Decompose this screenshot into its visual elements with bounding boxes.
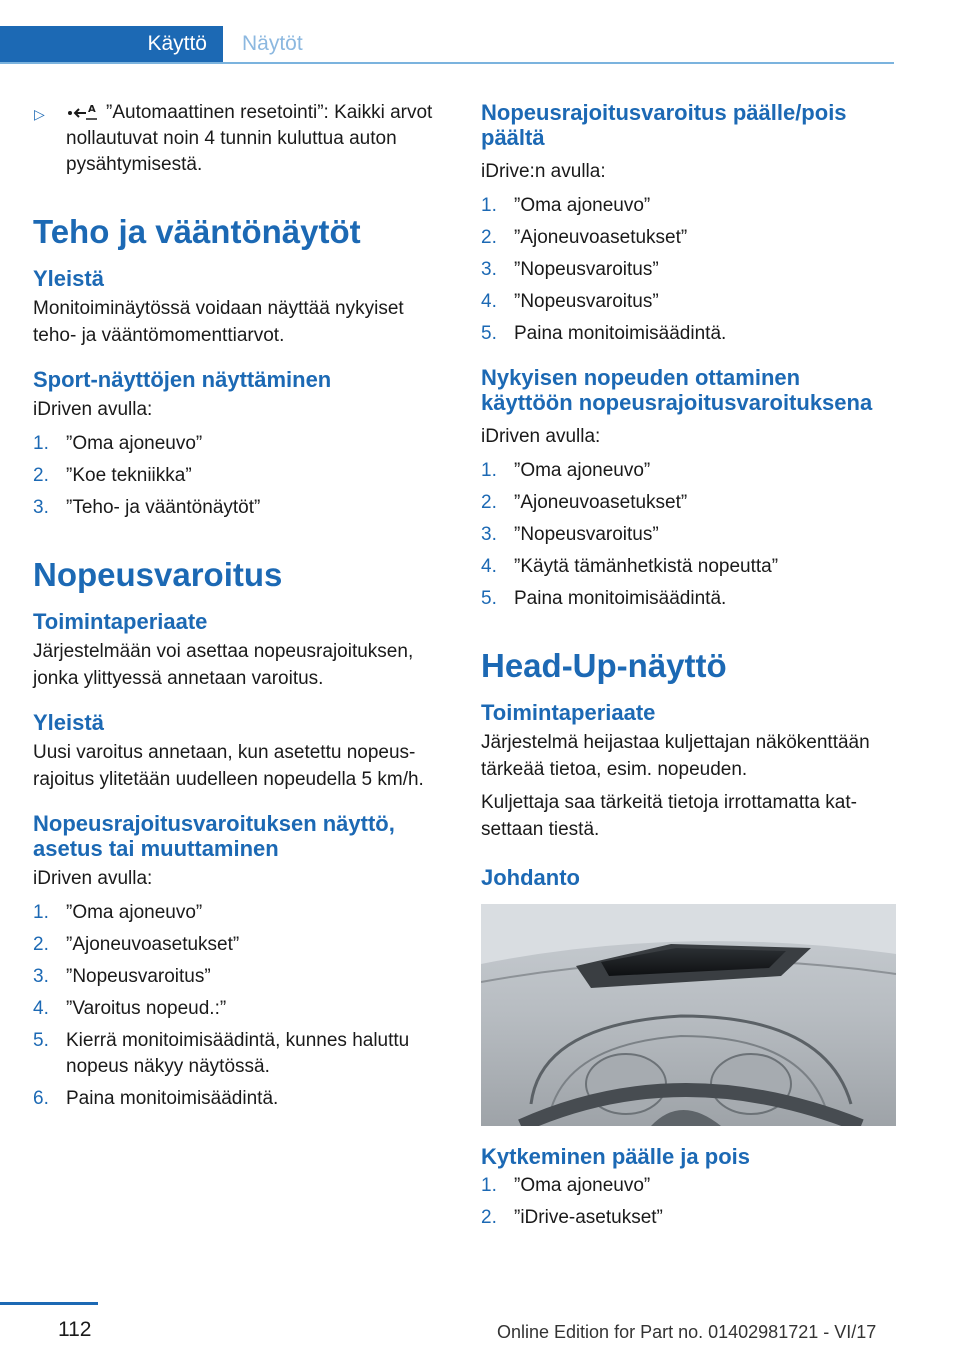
step-number: 4. <box>481 291 497 312</box>
step-number: 1. <box>481 1175 497 1196</box>
step-number: 3. <box>481 524 497 545</box>
step-number: 6. <box>33 1088 49 1109</box>
list-item <box>481 257 896 283</box>
step-text: ”Ajoneuvoasetukset” <box>514 227 688 248</box>
list-item <box>33 900 448 926</box>
triangle-bullet-icon: ▷ <box>34 106 45 122</box>
heading-yleista-1: Yleistä <box>33 266 104 291</box>
step-number: 1. <box>481 460 497 481</box>
heading-teho: Teho ja vääntönäytöt <box>33 213 361 250</box>
step-number: 2. <box>33 934 49 955</box>
right-column <box>481 100 896 1243</box>
step-number: 1. <box>33 433 49 454</box>
step-number: 5. <box>33 1030 49 1051</box>
heading-yleista-2: Yleistä <box>33 710 104 735</box>
text-yleista-1: Monitoiminäytössä voidaan näyttää nykyiset teho- ja vääntömomenttiarvot. <box>33 298 404 346</box>
bullet-text: ”Automaattinen resetointi”: Kaikki arvot nollautuvat noin 4 tunnin kuluttua auton pysähtymisestä. <box>66 102 433 175</box>
step-number: 2. <box>481 1207 497 1228</box>
step-number: 5. <box>481 588 497 609</box>
list-item <box>33 495 448 521</box>
heading-toimintaperiaate-1: Toimintaperiaate <box>33 609 208 634</box>
footer-rule <box>0 1302 98 1305</box>
naytto-steps-list <box>33 900 448 1112</box>
list-item <box>33 964 448 990</box>
list-item <box>481 1205 896 1231</box>
text-onoff-intro: iDrive:n avulla: <box>481 161 606 182</box>
head-up-display-photo <box>481 904 896 1126</box>
heading-toimintaperiaate-2: Toimintaperiaate <box>481 700 656 725</box>
left-column <box>33 100 448 1124</box>
list-item <box>481 458 896 484</box>
text-hud-1: Järjestelmä heijastaa kuljettajan näkökenttään tärkeää tietoa, esim. nopeuden. <box>481 732 870 780</box>
step-text: ”Nopeusvaroitus” <box>66 966 211 987</box>
list-item <box>33 463 448 489</box>
text-naytto-intro: iDriven avulla: <box>33 868 153 889</box>
step-text: ”Teho- ja vääntönäytöt” <box>66 497 261 518</box>
step-text: Kierrä monitoimisäädintä, kunnes haluttu nopeus näkyy näytössä. <box>66 1030 410 1077</box>
heading-current-speed: Nykyisen nopeuden ottaminen käyttöön nopeusrajoitusvaroituksena <box>481 365 873 415</box>
step-number: 3. <box>33 497 49 518</box>
heading-nopeusvaroitus: Nopeusvaroitus <box>33 556 283 593</box>
step-text: Paina monitoimisäädintä. <box>514 588 727 609</box>
list-item <box>481 193 896 219</box>
list-item <box>481 586 896 612</box>
step-number: 1. <box>481 195 497 216</box>
text-toimintaperiaate-1: Järjestelmään voi asettaa nopeusrajoituksen, jonka ylittyessä annetaan varoitus. <box>33 641 414 689</box>
text-yleista-2: Uusi varoitus annetaan, kun asetettu nopeusrajoitus ylitetään uudelleen nopeudella 5 km/h. <box>33 742 424 790</box>
list-item <box>33 996 448 1022</box>
edition-note: Online Edition for Part no. 01402981721 - VI/17 <box>497 1322 877 1342</box>
heading-johdanto: Johdanto <box>481 865 580 890</box>
step-number: 1. <box>33 902 49 923</box>
step-number: 3. <box>481 259 497 280</box>
list-item <box>481 1173 896 1199</box>
list-item <box>481 490 896 516</box>
step-text: ”Oma ajoneuvo” <box>514 460 651 481</box>
bullet-item-auto-reset <box>0 100 448 178</box>
step-text: ”Nopeusvaroitus” <box>514 259 659 280</box>
step-number: 2. <box>481 492 497 513</box>
list-item <box>481 554 896 580</box>
step-text: ”Käytä tämänhetkistä nopeutta” <box>514 556 779 577</box>
step-text: ”Oma ajoneuvo” <box>66 433 203 454</box>
svg-text:A: A <box>88 104 96 115</box>
tab-naytot[interactable]: Näytöt <box>242 32 303 55</box>
tab-kaytto[interactable]: Käyttö <box>0 26 223 62</box>
chapter-tab-bar <box>0 26 894 64</box>
step-number: 5. <box>481 323 497 344</box>
step-number: 3. <box>33 966 49 987</box>
step-text: ”Oma ajoneuvo” <box>514 195 651 216</box>
step-text: ”Nopeusvaroitus” <box>514 524 659 545</box>
current-steps-list <box>481 458 896 612</box>
text-sport-intro: iDriven avulla: <box>33 399 153 420</box>
list-item <box>33 932 448 958</box>
list-item <box>33 1086 448 1112</box>
text-current-intro: iDriven avulla: <box>481 426 601 447</box>
step-text: ”Oma ajoneuvo” <box>66 902 203 923</box>
step-text: ”Oma ajoneuvo” <box>514 1175 651 1196</box>
text-hud-2: Kuljettaja saa tärkeitä tietoja irrottamatta katsettaan tiestä. <box>481 792 857 840</box>
kytk-steps-list <box>481 1173 896 1231</box>
step-number: 4. <box>481 556 497 577</box>
heading-onoff: Nopeusrajoitusvaroitus päälle/pois päältä <box>481 100 847 150</box>
list-item <box>481 522 896 548</box>
onoff-steps-list <box>481 193 896 347</box>
page-number: 112 <box>58 1318 92 1341</box>
heading-sport: Sport-näyttöjen näyttäminen <box>33 367 332 392</box>
list-item <box>33 431 448 457</box>
step-text: Paina monitoimisäädintä. <box>514 323 727 344</box>
heading-kytkeminen: Kytkeminen päälle ja pois <box>481 1144 750 1169</box>
step-text: ”Ajoneuvoasetukset” <box>514 492 688 513</box>
step-text: Paina monitoimisäädintä. <box>66 1088 279 1109</box>
list-item <box>33 1028 448 1080</box>
step-text: ”iDrive-asetukset” <box>514 1207 663 1228</box>
list-item <box>481 321 896 347</box>
step-number: 2. <box>481 227 497 248</box>
reset-arrow-icon <box>66 103 98 123</box>
heading-naytto: Nopeusrajoitusvaroituksen näyttö, asetus tai muuttaminen <box>33 811 395 861</box>
step-text: ”Varoitus nopeud.:” <box>66 998 227 1019</box>
step-text: ”Koe tekniikka” <box>66 465 192 486</box>
step-text: ”Ajoneuvoasetukset” <box>66 934 240 955</box>
step-number: 2. <box>33 465 49 486</box>
step-number: 4. <box>33 998 49 1019</box>
list-item <box>481 289 896 315</box>
heading-head-up: Head-Up-näyttö <box>481 647 727 684</box>
list-item <box>481 225 896 251</box>
step-text: ”Nopeusvaroitus” <box>514 291 659 312</box>
sport-steps-list <box>33 431 448 521</box>
